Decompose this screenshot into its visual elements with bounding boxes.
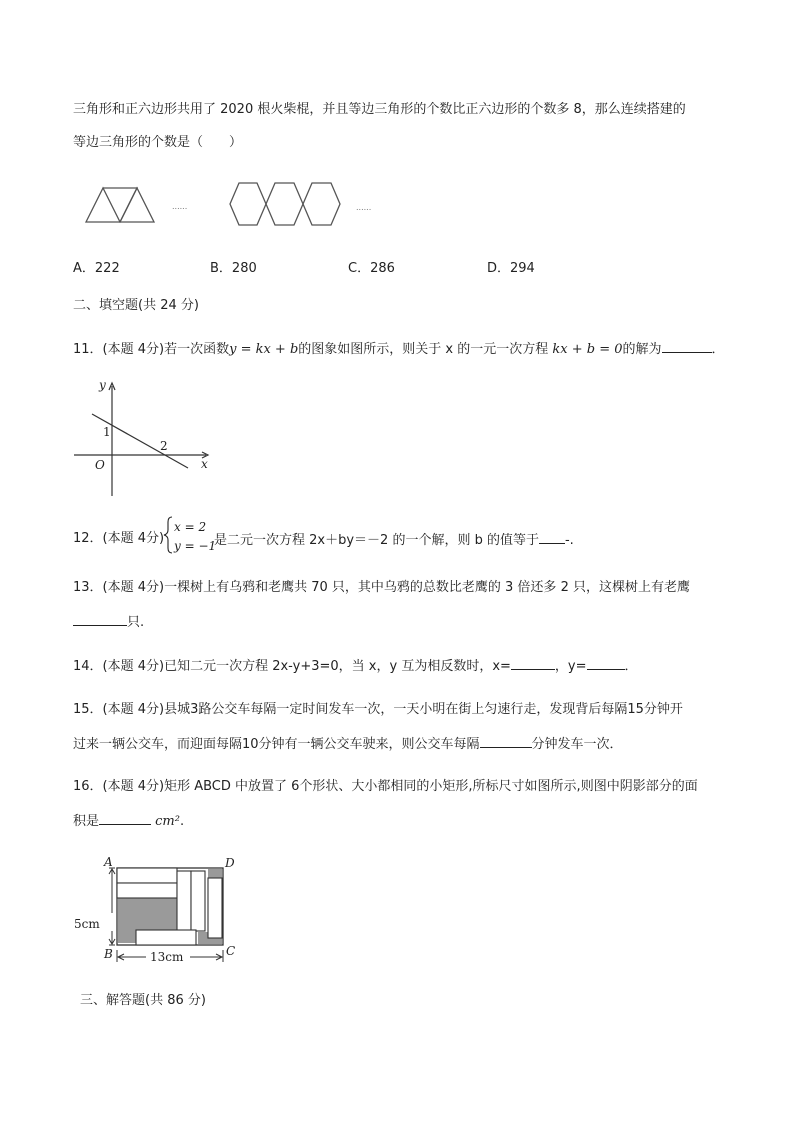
- q16-vertex-c: C: [226, 944, 236, 958]
- q12-text: 是二元一次方程 2x＋by＝－2 的一个解，则 b 的值等于 -.: [214, 530, 574, 550]
- q11-graph: [70, 378, 220, 500]
- q11-y-intercept-label: 1: [103, 425, 111, 439]
- q16-vertex-b: B: [104, 947, 113, 961]
- q16-line2: 积是 cm².: [73, 811, 184, 831]
- q12-prefix: 12．(本题 4分): [73, 531, 165, 546]
- q15-line2: 过来一辆公交车，而迎面每隔10分钟有一辆公交车驶来，则公交车每隔 分钟发车一次．: [73, 734, 623, 754]
- q16-rectangle-figure: [72, 852, 247, 970]
- q10-ellipsis-1: ......: [172, 202, 188, 211]
- q10-text-line2: 等边三角形的个数是（ ）: [73, 135, 243, 150]
- q10-option-a: A．222: [73, 261, 120, 276]
- q11-x-intercept-label: 2: [160, 439, 168, 453]
- q13-line1: 13．(本题 4分)一棵树上有乌鸦和老鹰共 70 只，其中乌鸦的总数比老鹰的 3 倍还多 2 只，这棵树上有老鹰: [73, 580, 690, 595]
- q11-x-axis-label: x: [201, 457, 208, 471]
- q12-system-bottom: y = −1: [174, 539, 217, 553]
- q10-option-b: B．280: [210, 261, 257, 276]
- q16-vertex-a: A: [104, 855, 113, 869]
- q10-option-c: C．286: [348, 261, 395, 276]
- q13-line2: 只.: [73, 612, 144, 632]
- q10-text-line1: 三角形和正六边形共用了 2020 根火柴棍，并且等边三角形的个数比正六边形的个数多 8，那么连续搭建的: [73, 102, 686, 117]
- q10-triangles-figure: [84, 178, 194, 226]
- q12-system-brace: [163, 515, 219, 555]
- q15-line1: 15．(本题 4分)县城3路公交车每隔一定时间发车一次，一天小明在街上匀速行走，发现背后每隔15分钟开: [73, 702, 683, 717]
- q14-text: 14．(本题 4分)已知二元一次方程 2x-y+3=0，当 x，y 互为相反数时，x= ，y= ．: [73, 656, 638, 676]
- section3-title: 三、解答题(共 86 分): [80, 993, 206, 1008]
- q16-vertex-d: D: [225, 856, 235, 870]
- q10-ellipsis-2: ......: [356, 203, 372, 212]
- q10-hexagons-figure: [228, 180, 373, 230]
- q16-height-label: 5cm: [74, 917, 100, 931]
- q16-width-label: 13cm: [150, 950, 184, 964]
- q12-system-top: x = 2: [174, 520, 207, 534]
- q16-line1: 16．(本题 4分)矩形 ABCD 中放置了 6个形状、大小都相同的小矩形,所标尺寸如图所示,则图中阴影部分的面: [73, 779, 698, 794]
- q11-text: 11．(本题 4分)若一次函数y = kx + b的图象如图所示，则关于 x 的一元一次方程 kx + b = 0的解为 ．: [73, 339, 725, 359]
- q11-origin-label: O: [95, 458, 105, 472]
- q10-option-d: D．294: [487, 261, 535, 276]
- q11-y-axis-label: y: [99, 378, 106, 392]
- section2-title: 二、填空题(共 24 分): [73, 298, 199, 313]
